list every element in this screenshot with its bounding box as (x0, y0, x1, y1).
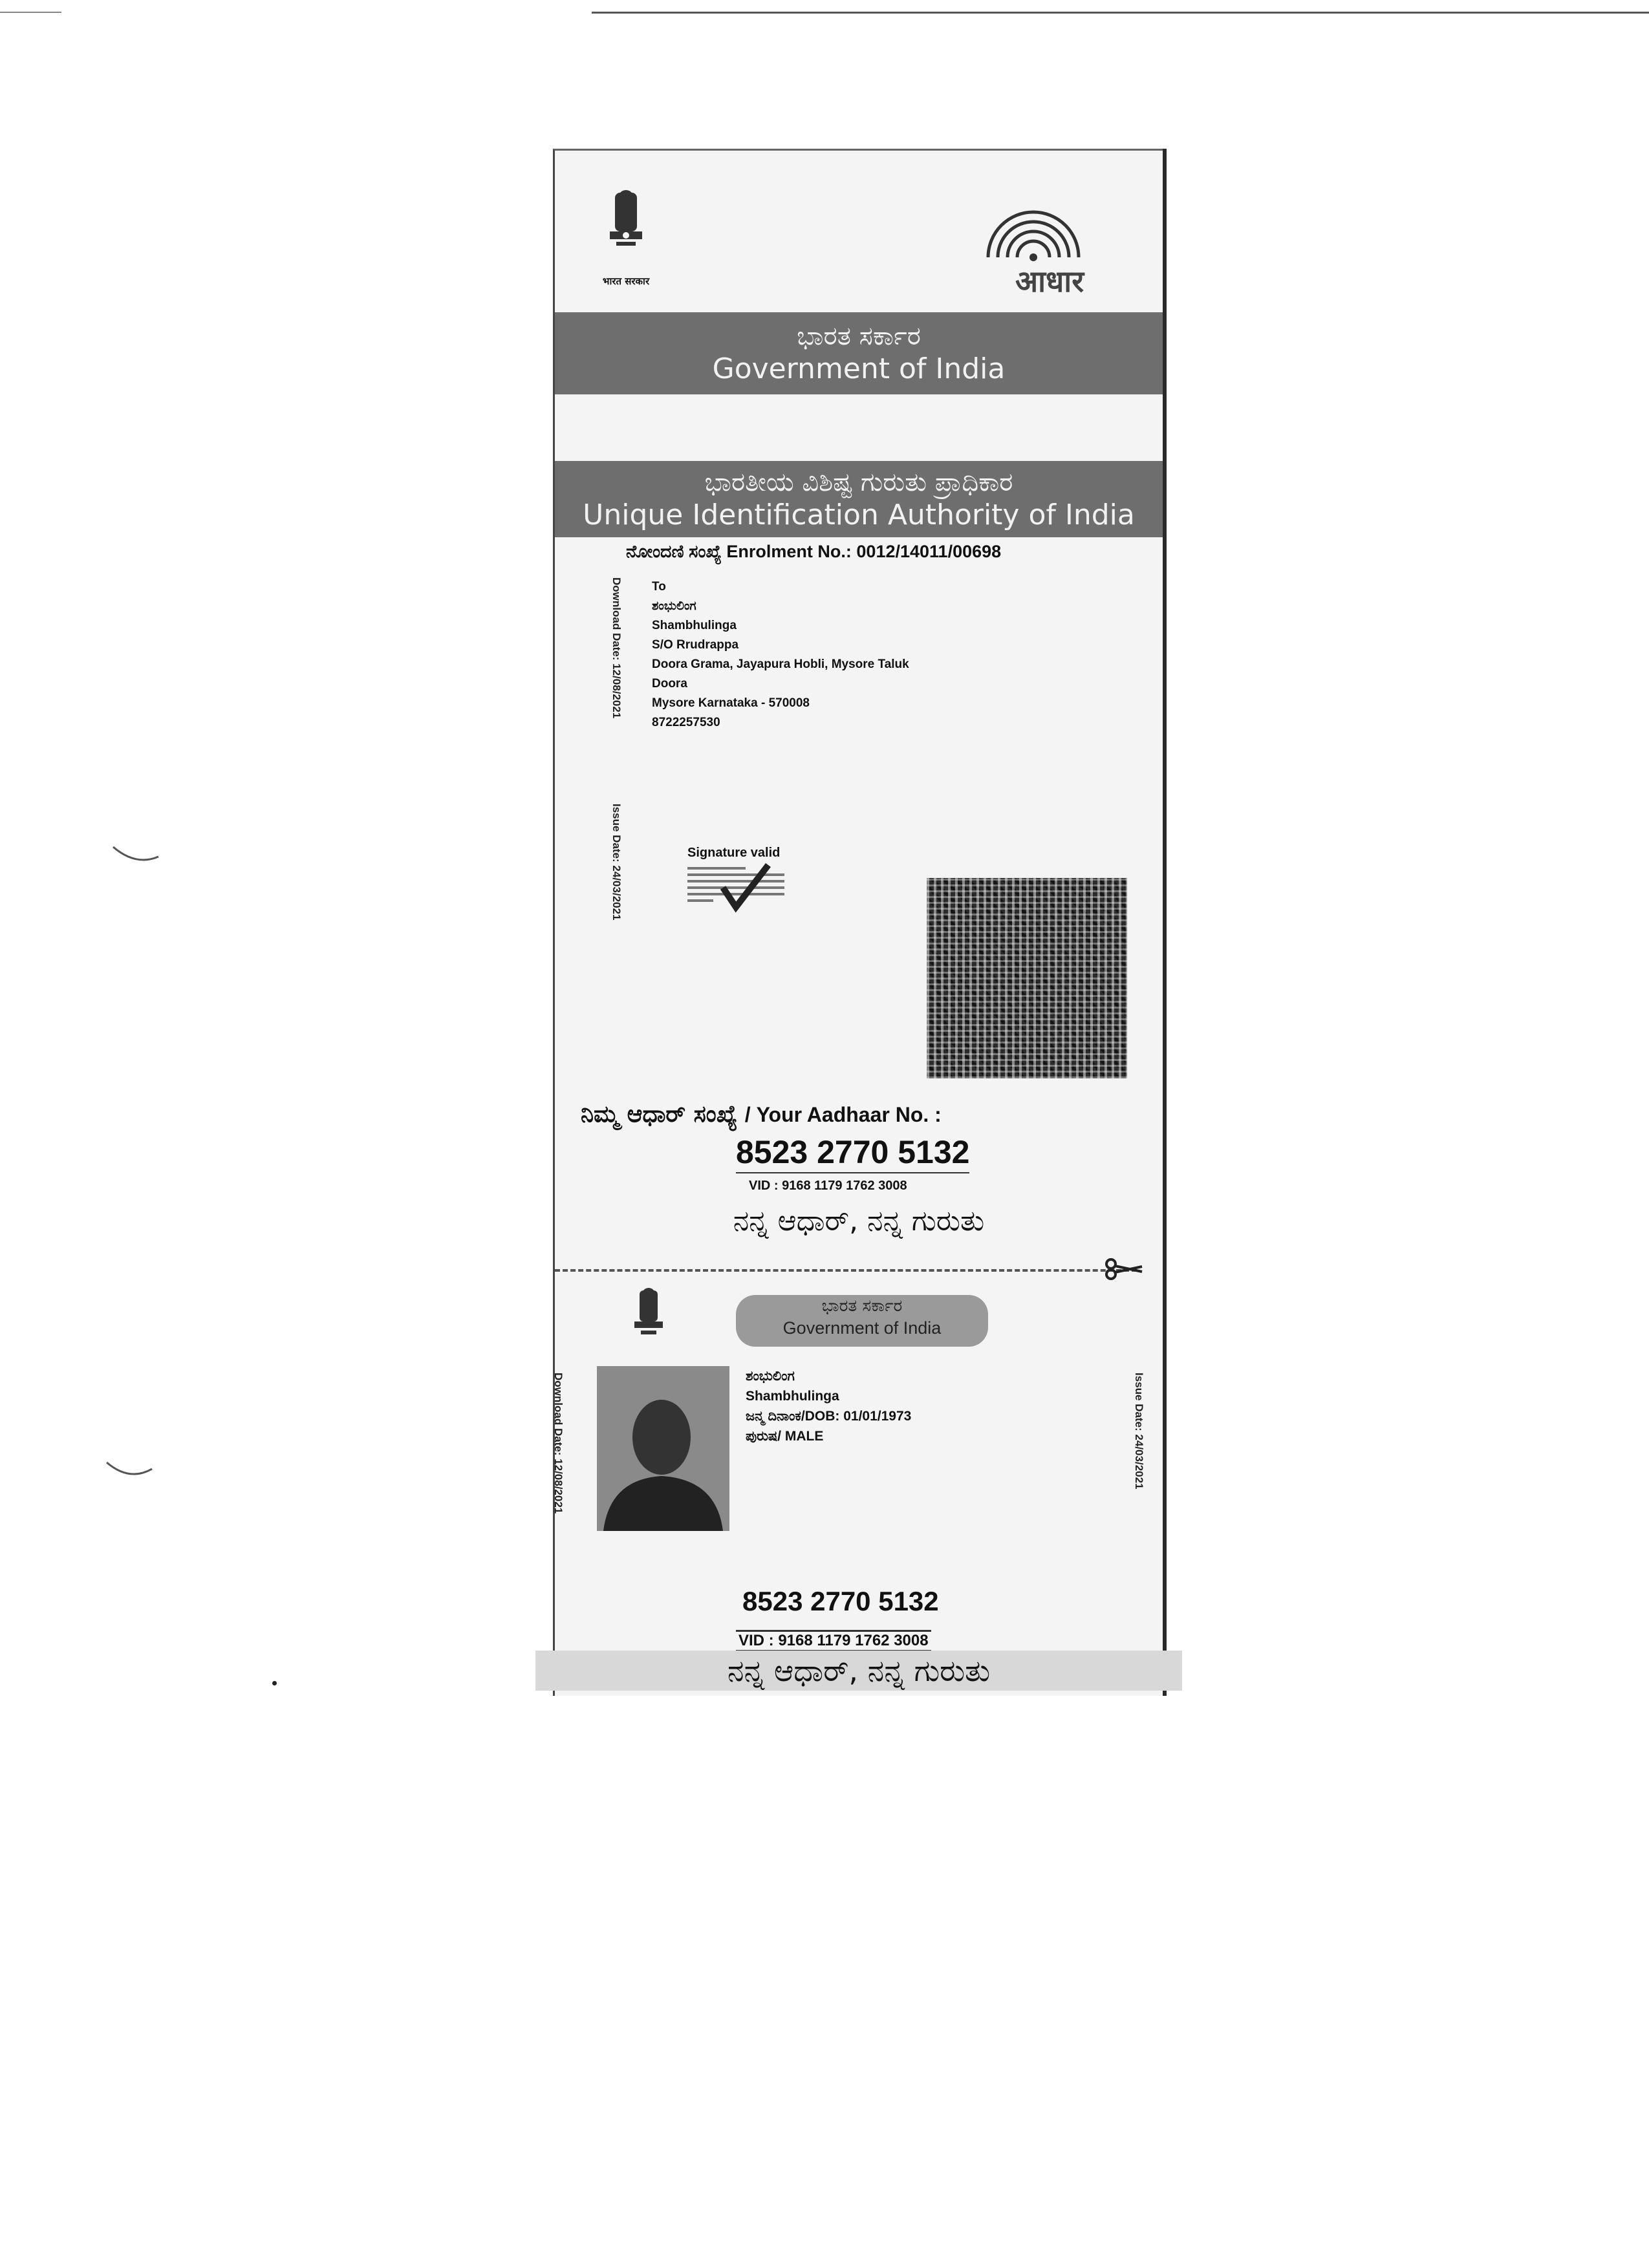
card-aadhaar-number: 8523 2770 5132 (742, 1586, 939, 1616)
aadhaar-number: 8523 2770 5132 (736, 1133, 969, 1173)
person-icon (597, 1366, 729, 1531)
scan-mark (110, 840, 162, 866)
government-kannada: ಭಾರತ ಸರ್ಕಾರ (797, 321, 921, 351)
scissors-icon (1105, 1257, 1143, 1281)
address-to: To (652, 580, 666, 594)
signature-label: Signature valid (687, 846, 781, 860)
cut-line (555, 1269, 1137, 1272)
card-gender-line (746, 1426, 911, 1446)
address-block (652, 577, 909, 733)
aadhaar-logo-text: आधार (1015, 264, 1084, 299)
address-line2: Doora Grama, Jayapura Hobli, Mysore Taluk (652, 658, 909, 671)
scan-edge-line (592, 12, 1649, 14)
card-issue-date-vertical: Issue Date: 24/03/2021 (1133, 1373, 1145, 1490)
card-dob: 01/01/1973 (843, 1409, 912, 1424)
emblem-caption: भारत सरकार (602, 275, 650, 287)
authority-kannada: ಭಾರತೀಯ ವಿಶಿಷ್ಟ ಗುರುತು ಪ್ರಾಧಿಕಾರ (704, 467, 1013, 497)
card-gender: MALE (784, 1429, 824, 1444)
government-band (555, 312, 1163, 394)
vid-number: VID : 9168 1179 1762 3008 (749, 1179, 907, 1193)
your-aadhaar-english: / Your Aadhaar No. : (744, 1103, 942, 1126)
card-government-english: Government of India (782, 1318, 942, 1338)
your-aadhaar-kannada: ನಿಮ್ಮ ಆಧಾರ್ ಸಂಖ್ಯೆ (581, 1101, 738, 1128)
scan-edge-line-left (0, 12, 61, 13)
scan-dot (272, 1681, 277, 1685)
address-phone: 8722257530 (652, 716, 720, 729)
authority-english: Unique Identification Authority of India (583, 498, 1135, 531)
card-tagline: ನನ್ನ ಆಧಾರ್, ನನ್ನ ಗುರುತು (535, 1651, 1182, 1691)
enrolment-label: Enrolment No.: (726, 542, 852, 561)
holder-photo (597, 1366, 729, 1531)
card-dob-label: ಜನ್ಮ ದಿನಾಂಕ/DOB: (746, 1409, 840, 1424)
download-date-vertical: Download Date: 12/08/2021 (610, 577, 623, 719)
aadhaar-logo-icon (969, 193, 1098, 264)
government-english: Government of India (712, 352, 1006, 385)
address-line4: Mysore Karnataka - 570008 (652, 696, 810, 710)
card-emblem-icon (623, 1285, 674, 1347)
aadhaar-document (553, 149, 1163, 1696)
qr-code (927, 878, 1127, 1078)
tagline: ನನ್ನ ಆಧಾರ್, ನನ್ನ ಗುರುತು (733, 1204, 985, 1237)
card-details (746, 1366, 911, 1446)
scan-mark (103, 1455, 155, 1481)
card-gender-label: ಪುರುಷ/ (746, 1429, 781, 1444)
card-vid-number: VID : 9168 1179 1762 3008 (736, 1630, 931, 1652)
card-dob-line (746, 1406, 911, 1426)
address-name-kannada: ಶಂಭುಲಿಂಗ (652, 599, 696, 613)
signature-stamp-icon (687, 862, 797, 920)
card-government-kannada: ಭಾರತ ಸರ್ಕಾರ (821, 1296, 903, 1316)
card-government-band (736, 1295, 988, 1347)
address-line3: Doora (652, 677, 687, 690)
address-line1: S/O Rrudrappa (652, 638, 739, 652)
card-download-date-vertical: Download Date: 12/08/2021 (552, 1373, 565, 1514)
enrolment-number: 0012/14011/00698 (856, 542, 1002, 561)
address-name: Shambhulinga (652, 619, 737, 632)
enrolment-label-kannada: ನೋಂದಣಿ ಸಂಖ್ಯೆ (626, 542, 722, 561)
authority-band (555, 461, 1163, 537)
card-name: Shambhulinga (746, 1389, 839, 1404)
issue-date-vertical: Issue Date: 24/03/2021 (610, 804, 623, 921)
card-name-kannada: ಶಂಭುಲಿಂಗ (746, 1369, 795, 1384)
enrolment-line (626, 542, 1001, 562)
your-aadhaar-line (581, 1101, 942, 1128)
national-emblem-icon (590, 186, 662, 267)
